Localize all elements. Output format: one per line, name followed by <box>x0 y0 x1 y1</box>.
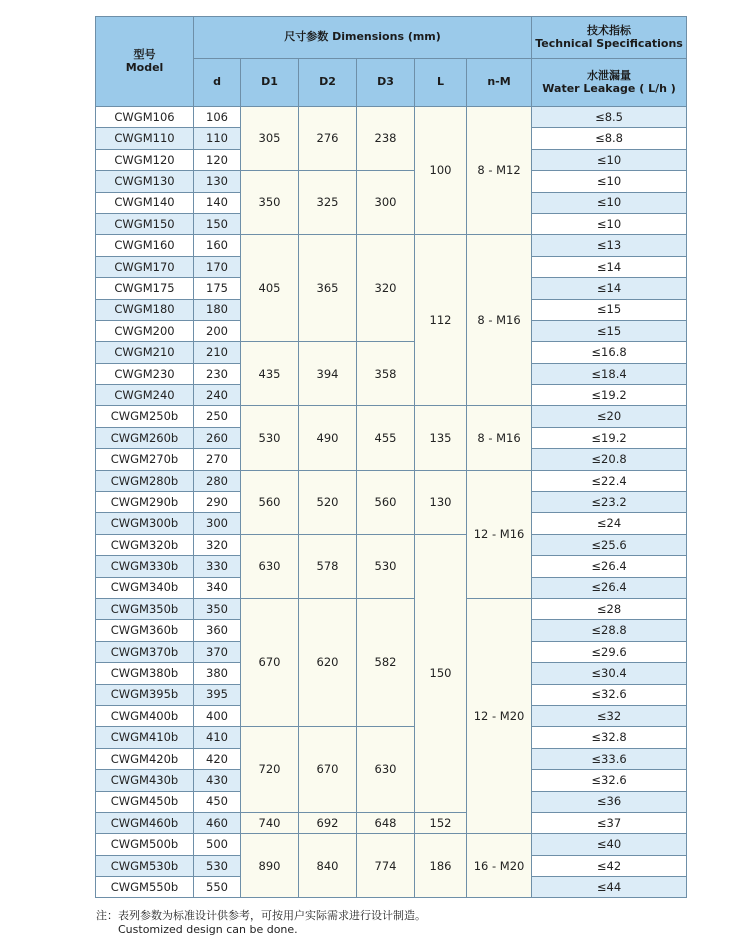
d-cell: 200 <box>194 320 241 341</box>
leakage-cell: ≤22.4 <box>532 470 687 491</box>
l-cell: 100 <box>415 107 467 235</box>
d-cell: 180 <box>194 299 241 320</box>
d-cell: 500 <box>194 834 241 855</box>
model-cell: CWGM460b <box>96 812 194 833</box>
d-cell: 130 <box>194 171 241 192</box>
leakage-cell: ≤23.2 <box>532 492 687 513</box>
model-cell: CWGM430b <box>96 770 194 791</box>
nm-cell: 8 - M16 <box>467 406 532 470</box>
leakage-cell: ≤29.6 <box>532 641 687 662</box>
d-cell: 230 <box>194 363 241 384</box>
d2-cell: 365 <box>299 235 357 342</box>
leakage-cell: ≤20.8 <box>532 449 687 470</box>
d-cell: 320 <box>194 534 241 555</box>
model-cell: CWGM240 <box>96 385 194 406</box>
leakage-cell: ≤15 <box>532 299 687 320</box>
d-cell: 270 <box>194 449 241 470</box>
leakage-cell: ≤26.4 <box>532 577 687 598</box>
leakage-cell: ≤33.6 <box>532 748 687 769</box>
model-cell: CWGM106 <box>96 107 194 128</box>
dimensions-header: 尺寸参数 Dimensions (mm) <box>194 17 532 59</box>
table-row <box>96 598 687 619</box>
model-cell: CWGM340b <box>96 577 194 598</box>
nm-cell: 8 - M16 <box>467 235 532 406</box>
leakage-cell: ≤19.2 <box>532 427 687 448</box>
table-row <box>96 406 687 427</box>
d-cell: 530 <box>194 855 241 876</box>
leak-header-en: Water Leakage ( L/h ) <box>542 81 676 95</box>
d3-cell: 320 <box>357 235 415 342</box>
d-cell: 170 <box>194 256 241 277</box>
footnote-cn: 注：表列参数为标准设计供参考，可按用户实际需求进行设计制造。 <box>96 909 426 922</box>
tech-spec-header-en: Technical Specifications <box>535 36 683 50</box>
table-row <box>96 812 687 833</box>
table-row <box>96 534 687 555</box>
leakage-cell: ≤25.6 <box>532 534 687 555</box>
model-cell: CWGM210 <box>96 342 194 363</box>
d3-cell: 582 <box>357 598 415 726</box>
d-cell: 370 <box>194 641 241 662</box>
col-header-d1: D1 <box>241 59 299 107</box>
d-cell: 240 <box>194 385 241 406</box>
leakage-cell: ≤28 <box>532 598 687 619</box>
d1-cell: 305 <box>241 107 299 171</box>
d1-cell: 740 <box>241 812 299 833</box>
model-cell: CWGM160 <box>96 235 194 256</box>
model-cell: CWGM130 <box>96 171 194 192</box>
table-row <box>96 107 687 128</box>
model-cell: CWGM380b <box>96 663 194 684</box>
tech-spec-header <box>532 17 687 59</box>
spec-table <box>95 16 687 898</box>
d3-cell: 530 <box>357 534 415 598</box>
leakage-cell: ≤13 <box>532 235 687 256</box>
d-cell: 450 <box>194 791 241 812</box>
leakage-cell: ≤10 <box>532 192 687 213</box>
model-cell: CWGM170 <box>96 256 194 277</box>
d-cell: 410 <box>194 727 241 748</box>
d2-cell: 394 <box>299 342 357 406</box>
d-cell: 110 <box>194 128 241 149</box>
d-cell: 160 <box>194 235 241 256</box>
leakage-cell: ≤16.8 <box>532 342 687 363</box>
col-header-d2: D2 <box>299 59 357 107</box>
model-cell: CWGM120 <box>96 149 194 170</box>
model-cell: CWGM200 <box>96 320 194 341</box>
leakage-cell: ≤14 <box>532 278 687 299</box>
d1-cell: 530 <box>241 406 299 470</box>
model-cell: CWGM110 <box>96 128 194 149</box>
table-row <box>96 834 687 855</box>
l-cell: 150 <box>415 534 467 812</box>
d1-cell: 435 <box>241 342 299 406</box>
col-header-l: L <box>415 59 467 107</box>
d3-cell: 238 <box>357 107 415 171</box>
leakage-cell: ≤40 <box>532 834 687 855</box>
nm-cell: 16 - M20 <box>467 834 532 898</box>
leakage-cell: ≤18.4 <box>532 363 687 384</box>
leakage-cell: ≤26.4 <box>532 556 687 577</box>
d2-cell: 325 <box>299 171 357 235</box>
d2-cell: 670 <box>299 727 357 813</box>
model-header-en: Model <box>125 60 164 74</box>
model-cell: CWGM550b <box>96 877 194 898</box>
model-cell: CWGM150 <box>96 213 194 234</box>
d2-cell: 578 <box>299 534 357 598</box>
d2-cell: 276 <box>299 107 357 171</box>
nm-cell: 8 - M12 <box>467 107 532 235</box>
d-cell: 395 <box>194 684 241 705</box>
d-cell: 430 <box>194 770 241 791</box>
model-cell: CWGM360b <box>96 620 194 641</box>
d-cell: 260 <box>194 427 241 448</box>
nm-cell: 12 - M16 <box>467 470 532 598</box>
model-cell: CWGM450b <box>96 791 194 812</box>
table-row <box>96 727 687 748</box>
d-cell: 140 <box>194 192 241 213</box>
d-cell: 290 <box>194 492 241 513</box>
d3-cell: 358 <box>357 342 415 406</box>
d2-cell: 520 <box>299 470 357 534</box>
d-cell: 280 <box>194 470 241 491</box>
leak-header <box>532 59 687 107</box>
leakage-cell: ≤36 <box>532 791 687 812</box>
d-cell: 400 <box>194 705 241 726</box>
leakage-cell: ≤42 <box>532 855 687 876</box>
nm-cell: 12 - M20 <box>467 598 532 833</box>
model-cell: CWGM300b <box>96 513 194 534</box>
leakage-cell: ≤10 <box>532 213 687 234</box>
d-cell: 106 <box>194 107 241 128</box>
d3-cell: 648 <box>357 812 415 833</box>
leakage-cell: ≤10 <box>532 149 687 170</box>
d-cell: 250 <box>194 406 241 427</box>
d-cell: 150 <box>194 213 241 234</box>
model-cell: CWGM180 <box>96 299 194 320</box>
table-body <box>96 107 687 898</box>
d-cell: 420 <box>194 748 241 769</box>
model-cell: CWGM395b <box>96 684 194 705</box>
model-cell: CWGM420b <box>96 748 194 769</box>
model-cell: CWGM370b <box>96 641 194 662</box>
d3-cell: 560 <box>357 470 415 534</box>
leakage-cell: ≤32.6 <box>532 770 687 791</box>
leakage-cell: ≤44 <box>532 877 687 898</box>
model-cell: CWGM270b <box>96 449 194 470</box>
d2-cell: 692 <box>299 812 357 833</box>
leakage-cell: ≤32.6 <box>532 684 687 705</box>
d1-cell: 720 <box>241 727 299 813</box>
d-cell: 460 <box>194 812 241 833</box>
leakage-cell: ≤30.4 <box>532 663 687 684</box>
d-cell: 175 <box>194 278 241 299</box>
d1-cell: 890 <box>241 834 299 898</box>
leakage-cell: ≤19.2 <box>532 385 687 406</box>
table-row <box>96 235 687 256</box>
d2-cell: 840 <box>299 834 357 898</box>
d-cell: 330 <box>194 556 241 577</box>
l-cell: 130 <box>415 470 467 534</box>
model-header <box>96 17 194 107</box>
leakage-cell: ≤10 <box>532 171 687 192</box>
footnote <box>96 909 426 937</box>
leakage-cell: ≤20 <box>532 406 687 427</box>
model-cell: CWGM250b <box>96 406 194 427</box>
d3-cell: 774 <box>357 834 415 898</box>
l-cell: 135 <box>415 406 467 470</box>
d3-cell: 300 <box>357 171 415 235</box>
model-cell: CWGM500b <box>96 834 194 855</box>
d1-cell: 630 <box>241 534 299 598</box>
table-row <box>96 342 687 363</box>
model-cell: CWGM320b <box>96 534 194 555</box>
leakage-cell: ≤8.8 <box>532 128 687 149</box>
d-cell: 300 <box>194 513 241 534</box>
d-cell: 210 <box>194 342 241 363</box>
model-cell: CWGM410b <box>96 727 194 748</box>
model-cell: CWGM290b <box>96 492 194 513</box>
l-cell: 112 <box>415 235 467 406</box>
l-cell: 186 <box>415 834 467 898</box>
d1-cell: 560 <box>241 470 299 534</box>
table-row <box>96 470 687 491</box>
model-cell: CWGM530b <box>96 855 194 876</box>
d-cell: 340 <box>194 577 241 598</box>
leakage-cell: ≤24 <box>532 513 687 534</box>
leakage-cell: ≤15 <box>532 320 687 341</box>
footnote-en: Customized design can be done. <box>118 923 298 936</box>
col-header-d: d <box>194 59 241 107</box>
d-cell: 360 <box>194 620 241 641</box>
d-cell: 550 <box>194 877 241 898</box>
tech-spec-header-cn: 技术指标 <box>587 24 632 38</box>
l-cell: 152 <box>415 812 467 833</box>
d-cell: 350 <box>194 598 241 619</box>
model-cell: CWGM175 <box>96 278 194 299</box>
d3-cell: 455 <box>357 406 415 470</box>
table-row <box>96 171 687 192</box>
model-cell: CWGM230 <box>96 363 194 384</box>
leakage-cell: ≤8.5 <box>532 107 687 128</box>
leakage-cell: ≤37 <box>532 812 687 833</box>
model-cell: CWGM140 <box>96 192 194 213</box>
leakage-cell: ≤28.8 <box>532 620 687 641</box>
model-header-cn: 型号 <box>133 48 156 62</box>
col-header-nm: n-M <box>467 59 532 107</box>
model-cell: CWGM280b <box>96 470 194 491</box>
d-cell: 380 <box>194 663 241 684</box>
d3-cell: 630 <box>357 727 415 813</box>
d1-cell: 405 <box>241 235 299 342</box>
d1-cell: 670 <box>241 598 299 726</box>
d-cell: 120 <box>194 149 241 170</box>
d2-cell: 620 <box>299 598 357 726</box>
leakage-cell: ≤32 <box>532 705 687 726</box>
leak-header-cn: 水泄漏量 <box>587 69 632 83</box>
leakage-cell: ≤14 <box>532 256 687 277</box>
model-cell: CWGM400b <box>96 705 194 726</box>
model-cell: CWGM330b <box>96 556 194 577</box>
model-cell: CWGM350b <box>96 598 194 619</box>
col-header-d3: D3 <box>357 59 415 107</box>
d1-cell: 350 <box>241 171 299 235</box>
model-cell: CWGM260b <box>96 427 194 448</box>
leakage-cell: ≤32.8 <box>532 727 687 748</box>
d2-cell: 490 <box>299 406 357 470</box>
